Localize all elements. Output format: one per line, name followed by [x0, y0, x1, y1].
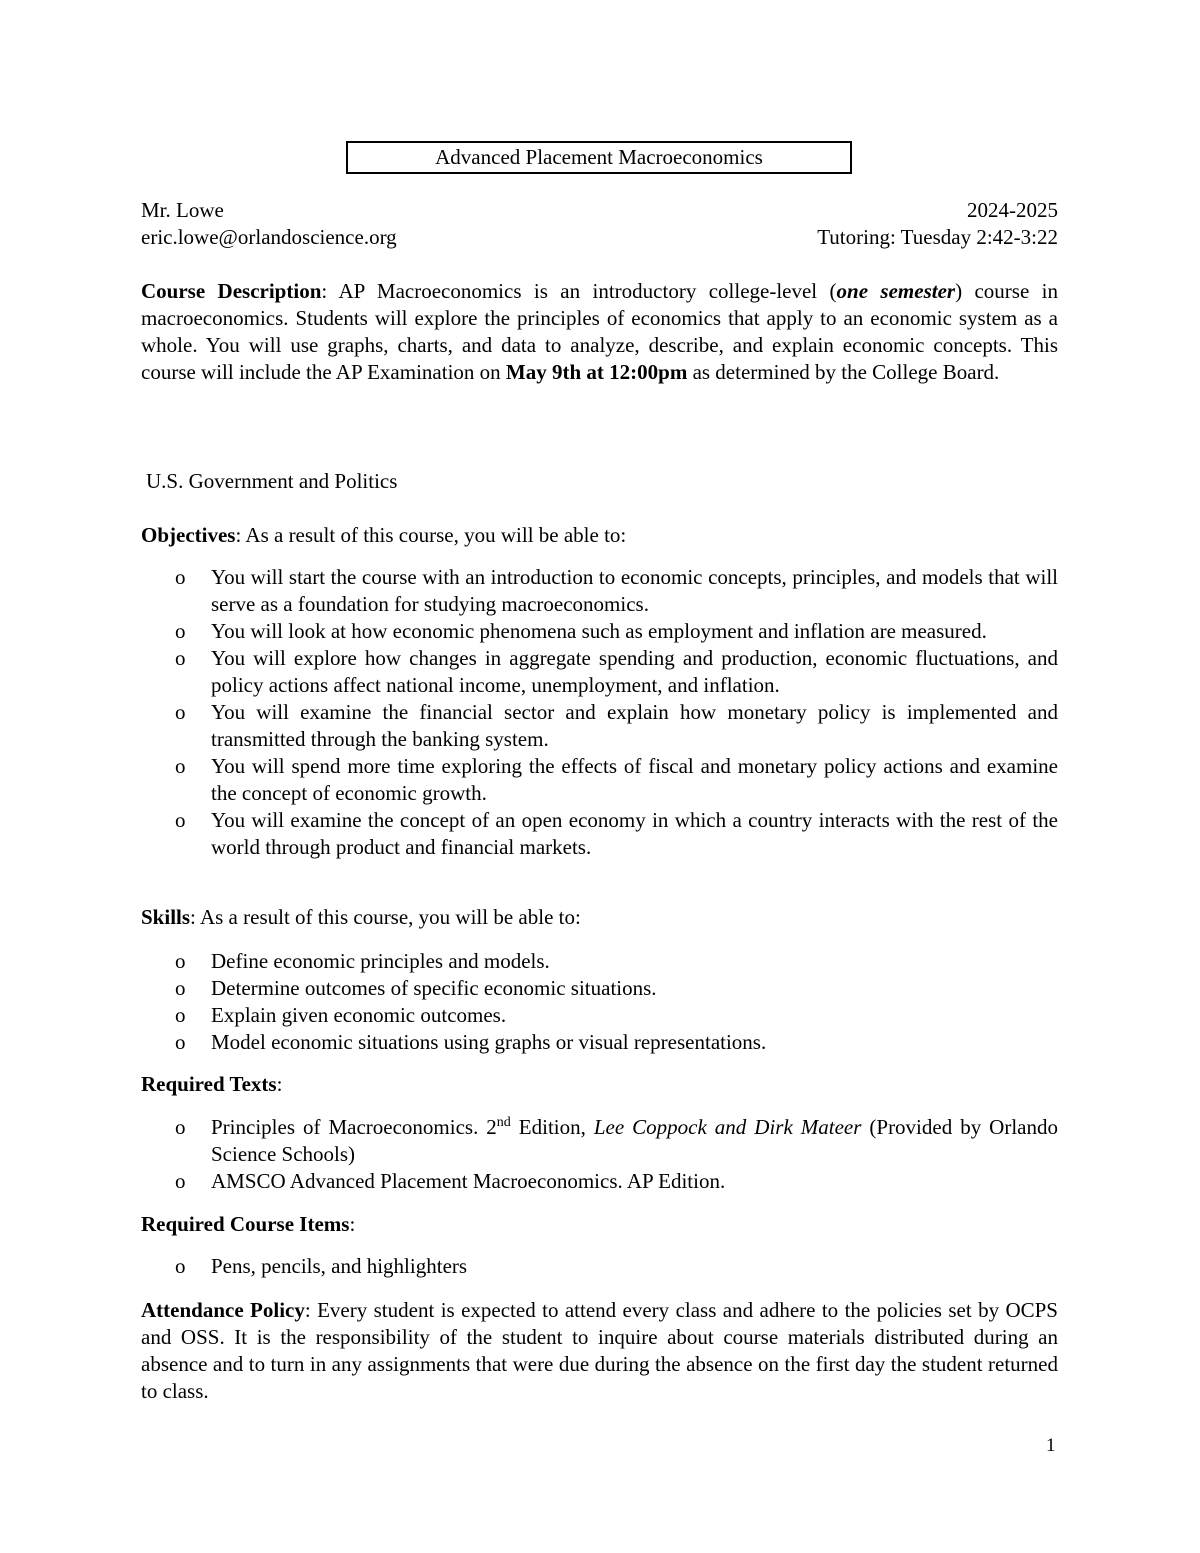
objectives-heading: Objectives: As a result of this course, you will be able to:	[141, 523, 627, 547]
skills-heading: Skills: As a result of this course, you will be able to:	[141, 905, 581, 929]
tutoring-hours: Tutoring: Tuesday 2:42-3:22	[817, 225, 1058, 249]
objectives-list	[141, 564, 1058, 861]
bullet-o: o	[175, 754, 186, 778]
bullet-o: o	[175, 976, 186, 1000]
skills-list	[141, 948, 1058, 1056]
bullet-o: o	[175, 949, 186, 973]
list-item: o AMSCO Advanced Placement Macroeconomics. AP Edition.	[175, 1169, 726, 1193]
bullet-o: o	[175, 646, 186, 670]
bullet-o: o	[175, 619, 186, 643]
list-item: o Explain given economic outcomes.	[175, 1003, 507, 1027]
exam-date: May 9th at 12:00pm	[505, 360, 688, 384]
list-item: o Model economic situations using graphs or visual representations.	[175, 1030, 767, 1054]
list-item: o You will examine the concept of an open economy in which a country interacts with the rest of the world through product and financial markets.	[175, 808, 1058, 859]
list-item: o Define economic principles and models.	[175, 949, 550, 973]
header-row-1	[141, 197, 1058, 224]
bullet-o: o	[175, 1003, 186, 1027]
bullet-o: o	[175, 700, 186, 724]
bullet-o: o	[175, 1115, 186, 1139]
list-item: o Pens, pencils, and highlighters	[175, 1254, 468, 1278]
bullet-o: o	[175, 1169, 186, 1193]
us-government-line: U.S. Government and Politics	[146, 469, 398, 493]
list-item: o You will look at how economic phenomena such as employment and inflation are measured.	[175, 619, 987, 643]
school-year: 2024-2025	[967, 198, 1058, 222]
course-description-label: Course Description	[141, 279, 322, 303]
attendance-policy: Attendance Policy: Every student is expected to attend every class and adhere to the policies set by OCPS and OSS. It is the responsibility of the student to inquire about course materials distributed during an absence and to turn in any assignments that were due during the absence on the first day the student returned to class.	[141, 1298, 1058, 1403]
list-item: o You will spend more time exploring the effects of fiscal and monetary policy actions and examine the concept of economic growth.	[175, 754, 1058, 805]
list-item: o You will examine the financial sector and explain how monetary policy is implemented and transmitted through the banking system.	[175, 700, 1058, 751]
required-items-heading: Required Course Items:	[141, 1212, 356, 1236]
bullet-o: o	[175, 1030, 186, 1054]
bullet-o: o	[175, 565, 186, 589]
teacher-name: Mr. Lowe	[141, 198, 224, 222]
bullet-o: o	[175, 1254, 186, 1278]
course-description: Course Description: AP Macroeconomics is an introductory college-level (one semester) course in macroeconomics. Students will explore the principles of economics that apply to an economic system as a whole. You will use graphs, charts, and data to analyze, describe, and explain economic concepts. This course will include the AP Examination on May 9th at 12:00pm as determined by the College Board.	[141, 279, 1058, 384]
one-semester-emphasis: one semester	[836, 279, 956, 303]
textbook-authors: Lee Coppock and Dirk Mateer	[593, 1115, 862, 1139]
bullet-o: o	[175, 808, 186, 832]
page-number: 1	[1046, 1435, 1056, 1456]
required-texts-list	[141, 1114, 1058, 1195]
list-item: o Determine outcomes of specific economic situations.	[175, 976, 657, 1000]
teacher-email[interactable]: eric.lowe@orlandoscience.org	[141, 225, 397, 249]
list-item: o You will explore how changes in aggregate spending and production, economic fluctuations, and policy actions affect national income, unemployment, and inflation.	[175, 646, 1058, 697]
list-item: o You will start the course with an introduction to economic concepts, principles, and models that will serve as a foundation for studying macroeconomics.	[175, 565, 1058, 616]
attendance-policy-label: Attendance Policy	[141, 1298, 305, 1322]
required-texts-heading: Required Texts:	[141, 1072, 283, 1096]
header-row-2	[141, 224, 1058, 251]
list-item: o Principles of Macroeconomics. 2nd Edition, Lee Coppock and Dirk Mateer (Provided by Orlando Science Schools)	[175, 1115, 1058, 1166]
required-items-list	[141, 1253, 1058, 1280]
course-title: Advanced Placement Macroeconomics	[346, 141, 852, 174]
